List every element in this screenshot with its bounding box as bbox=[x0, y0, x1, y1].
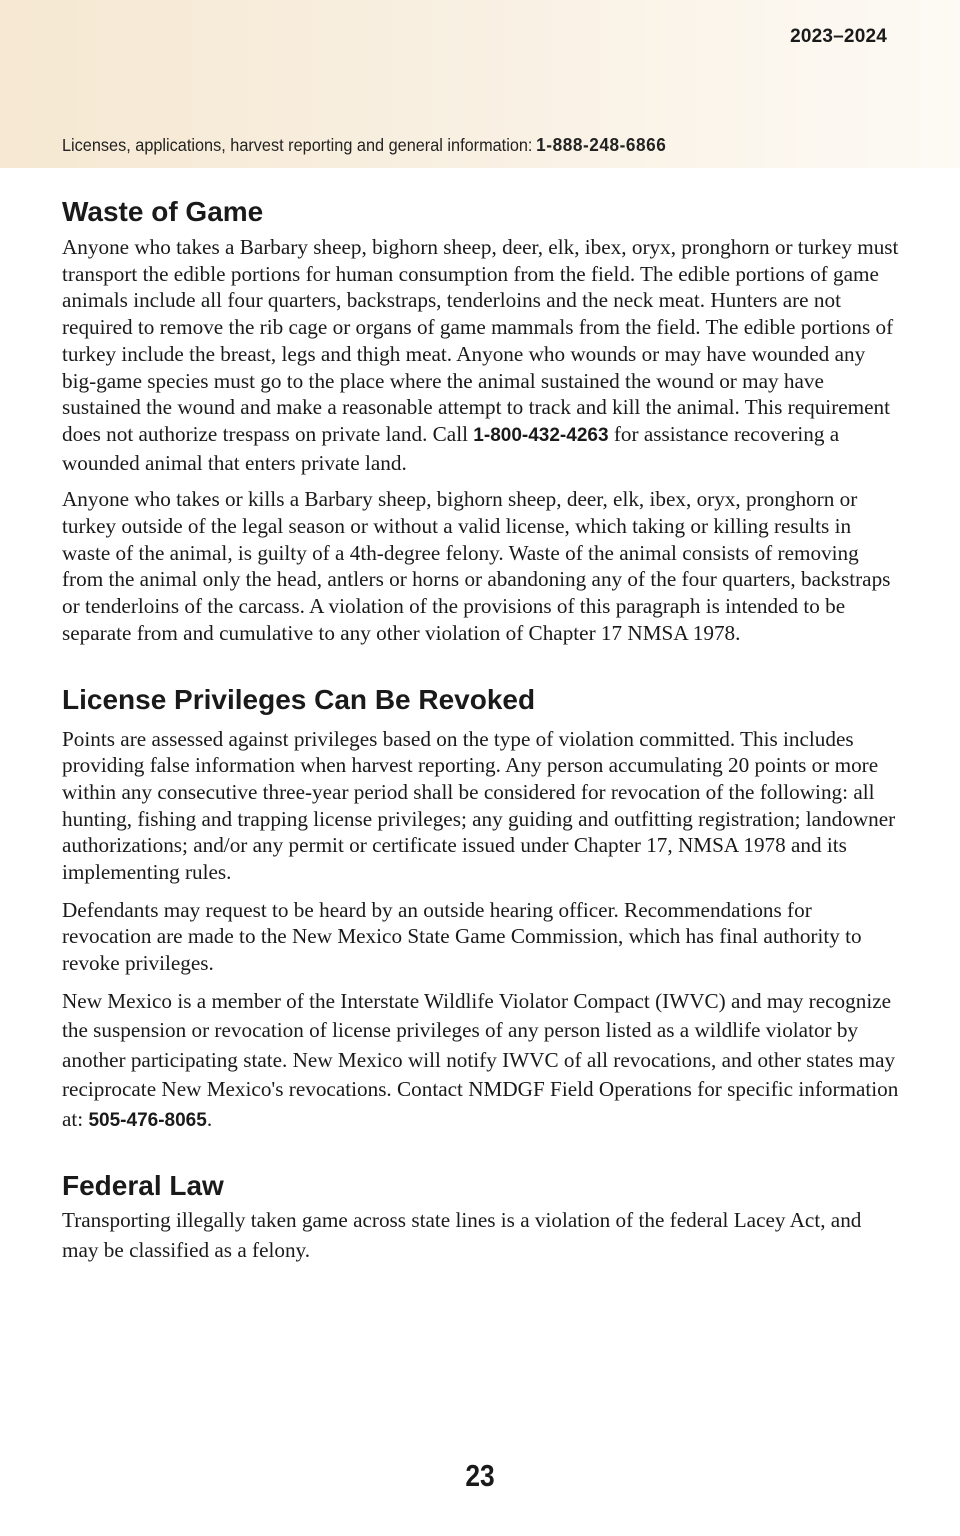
license-paragraph-3-text-a: New Mexico is a member of the Interstate Wildlife Violator Compact (IWVC) and may recognize the suspension or revocation of license privileges of any person listed as a wildlife violator by another participating state. New Mexico will notify IWVC of all revocations, and other states may reciprocate New Mexico's revocations. Contact NMDGF Field Operations for specific information at: bbox=[62, 988, 899, 1131]
field-operations-phone[interactable]: 505-476-8065 bbox=[88, 1109, 207, 1131]
license-paragraph-1: Points are assessed against privileges based on the type of violation committed. This includes providing false information when harvest reporting. Any person accumulating 20 points or more within any consecutive three-year period shall be considered for revocation of the following: all hunting, fishing and trapping license privileges; any guiding and outfitting registration; landowner authorizations; and/or any permit or certificate issued under Chapter 17, NMSA 1978 and its implementing rules. bbox=[62, 726, 896, 885]
license-paragraph-2: Defendants may request to be heard by an outside hearing officer. Recommendations for revocation are made to the New Mexico State Game Commission, which has final authority to revoke privileges. bbox=[62, 897, 862, 976]
waste-paragraph-2: Anyone who takes or kills a Barbary sheep, bighorn sheep, deer, elk, ibex, oryx, pronghorn or turkey outside of the legal season or without a valid license, which taking or killing results in waste of the animal, is guilty of a 4th-degree felony. Waste of the animal consists of removing from the animal only the head, antlers or horns or abandoning any of the four quarters, backstraps or tenderloins of the carcass. A violation of the provisions of this paragraph is intended to be separate from and cumulative to any other violation of Chapter 17 NMSA 1978. bbox=[62, 487, 891, 645]
license-paragraph-3-text-b: . bbox=[206, 1106, 213, 1131]
section-title-federal-law: Federal Law bbox=[62, 1170, 224, 1202]
contact-phone[interactable]: 1-888-248-6866 bbox=[536, 134, 667, 155]
waste-paragraph-1-text-b: for assistance recovering a wounded animal that enters private land. bbox=[62, 421, 840, 475]
federal-law-paragraph: Transporting illegally taken game across state lines is a violation of the federal Lacey Act, and may be classified as a felony. bbox=[62, 1208, 862, 1262]
contact-label: Licenses, applications, harvest reporting and general information: bbox=[62, 135, 533, 155]
edition-year: 2023–2024 bbox=[790, 26, 887, 47]
page-number: 23 bbox=[465, 1458, 495, 1493]
wounded-animal-phone[interactable]: 1-800-432-4263 bbox=[473, 424, 609, 446]
section-title-waste-of-game: Waste of Game bbox=[62, 196, 264, 227]
waste-paragraph-1 bbox=[62, 234, 902, 476]
section-title-license-privileges: License Privileges Can Be Revoked bbox=[62, 683, 536, 715]
page-content bbox=[62, 195, 902, 1265]
license-paragraph-3 bbox=[62, 987, 902, 1136]
waste-paragraph-1-text-a: Anyone who takes a Barbary sheep, bighorn sheep, deer, elk, ibex, oryx, pronghorn or turkey must transport the edible portions for human consumption from the field. The edible portions of game animals include all four quarters, backstraps, tenderloins and the neck meat. Hunters are not required to remove the rib cage or organs of game mammals from the field. The edible portions of turkey include the breast, legs and thigh meat. Anyone who wounds or may have wounded any big-game species must go to the place where the animal sustained the wound or may have sustained the wound and make a reasonable attempt to track and kill the animal. This requirement does not authorize trespass on private land. Call bbox=[62, 235, 899, 446]
contact-line bbox=[62, 134, 666, 156]
page-header-band bbox=[0, 0, 960, 168]
